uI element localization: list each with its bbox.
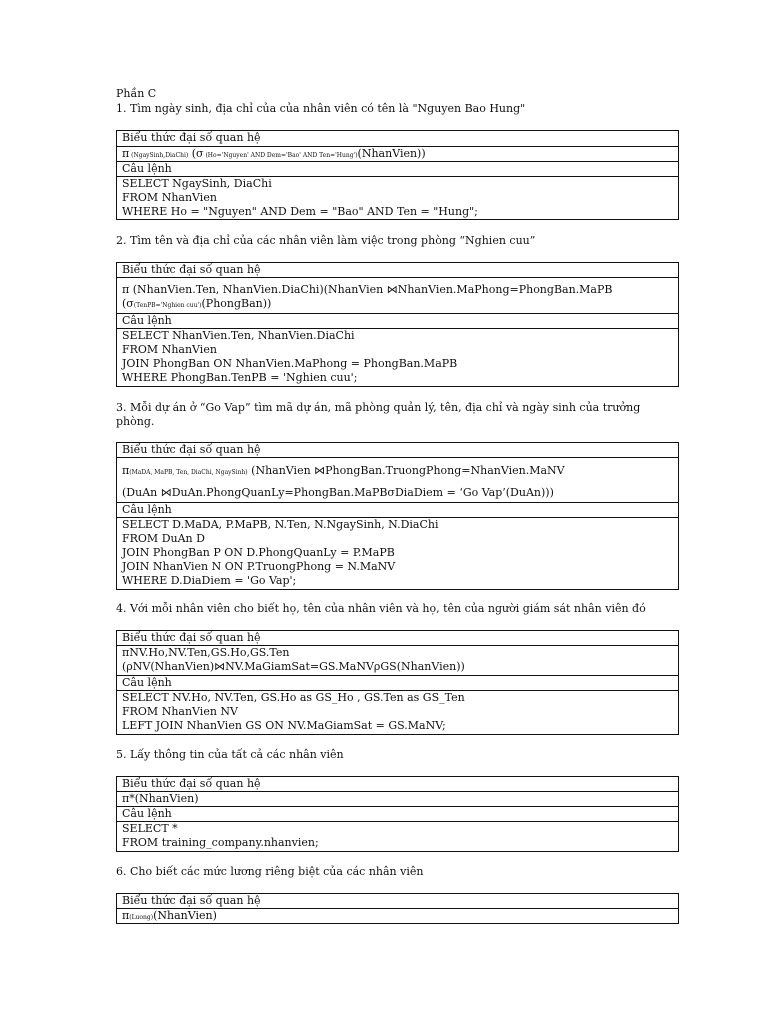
sql-line: JOIN PhongBan ON NhanVien.MaPhong = PhongBan.MaPB	[122, 357, 458, 370]
expr-label-row	[117, 777, 678, 792]
sql-line: SELECT NhanVien.Ten, NhanVien.DiaChi	[122, 329, 355, 342]
sql-label: Câu lệnh	[122, 162, 172, 175]
expr-label-row	[117, 443, 678, 458]
relational-expression: π(MaDA, MaPB, Ten, DiaChi, NgaySinh) (NhanVien ⋈PhongBan.TruongPhong=NhanVien.MaNV	[122, 464, 565, 477]
sql-line: FROM DuAn D	[122, 532, 205, 545]
sql-line: SELECT *	[122, 822, 178, 835]
sql-label: Câu lệnh	[122, 807, 172, 820]
relational-expression: π (NgaySinh,DiaChi) (σ (Ho='Nguyen' AND Dem='Bao' AND Ten='Hung')(NhanVien))	[122, 147, 426, 160]
sql-label-row	[117, 676, 678, 691]
question-2-title: 2. Tìm tên và địa chỉ của các nhân viên làm việc trong phòng “Nghien cuu”	[116, 234, 536, 247]
sql-line: SELECT D.MaDA, P.MaPB, N.Ten, N.NgaySinh, N.DiaChi	[122, 518, 439, 531]
section-heading: Phần C	[116, 87, 157, 100]
expr-label-row	[117, 131, 678, 147]
sql-line: FROM training_company.nhanvien;	[122, 836, 319, 849]
question-1-table	[116, 130, 679, 220]
question-6-title: 6. Cho biết các mức lương riêng biệt của các nhân viên	[116, 865, 424, 878]
question-4-title: 4. Với mỗi nhân viên cho biết họ, tên của nhân viên và họ, tên của người giám sát nhân viên đó	[116, 602, 646, 615]
sql-line: JOIN NhanVien N ON P.TruongPhong = N.MaNV	[122, 560, 396, 573]
expr-row	[117, 278, 678, 314]
expr-label: Biểu thức đại số quan hệ	[122, 263, 261, 276]
expr-label-row	[117, 631, 678, 646]
sql-line: SELECT NgaySinh, DiaChi	[122, 177, 272, 190]
sql-row	[117, 177, 678, 220]
sql-line: FROM NhanVien	[122, 343, 217, 356]
question-1-title: 1. Tìm ngày sinh, địa chỉ của của nhân viên có tên là "Nguyen Bao Hung"	[116, 102, 526, 115]
relational-expression-cont: (σ(TenPB='Nghien cuu')(PhongBan))	[122, 297, 272, 310]
expr-row	[117, 909, 678, 924]
sql-line: FROM NhanVien NV	[122, 705, 238, 718]
expr-label: Biểu thức đại số quan hệ	[122, 631, 261, 644]
question-5-title: 5. Lấy thông tin của tất cả các nhân viên	[116, 748, 344, 761]
relational-expression-cont: (ρNV(NhanVien)⋈NV.MaGiamSat=GS.MaNVρGS(NhanVien))	[122, 660, 465, 673]
sql-label-row	[117, 162, 678, 177]
sql-row	[117, 329, 678, 387]
relational-expression: π*(NhanVien)	[122, 792, 199, 805]
sql-line: FROM NhanVien	[122, 191, 217, 204]
sql-label-row	[117, 503, 678, 518]
sql-line: WHERE Ho = "Nguyen" AND Dem = "Bao" AND Ten = "Hung";	[122, 205, 478, 218]
relational-expression-cont: (DuAn ⋈DuAn.PhongQuanLy=PhongBan.MaPBσDiaDiem = ‘Go Vap’(DuAn)))	[122, 486, 554, 499]
sql-line: JOIN PhongBan P ON D.PhongQuanLy = P.MaPB	[122, 546, 395, 559]
relational-expression: πNV.Ho,NV.Ten,GS.Ho,GS.Ten	[122, 646, 290, 659]
sql-label: Câu lệnh	[122, 676, 172, 689]
question-3-table	[116, 442, 679, 590]
question-6-table	[116, 893, 679, 924]
expr-label-row	[117, 894, 678, 909]
sql-row	[117, 822, 678, 852]
question-3-title: 3. Mỗi dự án ở “Go Vap” tìm mã dự án, mã phòng quản lý, tên, địa chỉ và ngày sinh của trưởng phòng.	[116, 401, 641, 428]
expr-row	[117, 458, 678, 503]
sql-line: SELECT NV.Ho, NV.Ten, GS.Ho as GS_Ho , GS.Ten as GS_Ten	[122, 691, 465, 704]
sql-line: LEFT JOIN NhanVien GS ON NV.MaGiamSat = GS.MaNV;	[122, 719, 446, 732]
sql-label-row	[117, 314, 678, 329]
question-5-table	[116, 776, 679, 852]
sql-label-row	[117, 807, 678, 822]
relational-expression: π (NhanVien.Ten, NhanVien.DiaChi)(NhanVien ⋈NhanVien.MaPhong=PhongBan.MaPB	[122, 283, 613, 296]
expr-row	[117, 792, 678, 807]
expr-label: Biểu thức đại số quan hệ	[122, 894, 261, 907]
sql-label: Câu lệnh	[122, 503, 172, 516]
expr-label: Biểu thức đại số quan hệ	[122, 777, 261, 790]
sql-row	[117, 518, 678, 590]
question-2-table	[116, 262, 679, 387]
expr-row	[117, 646, 678, 676]
sql-row	[117, 691, 678, 735]
expr-label: Biểu thức đại số quan hệ	[122, 443, 261, 456]
expr-row	[117, 147, 678, 162]
sql-label: Câu lệnh	[122, 314, 172, 327]
sql-line: WHERE PhongBan.TenPB = 'Nghien cuu';	[122, 371, 358, 384]
sql-line: WHERE D.DiaDiem = 'Go Vap';	[122, 574, 297, 587]
relational-expression: π(Luong)(NhanVien)	[122, 909, 217, 922]
question-4-table	[116, 630, 679, 735]
expr-label: Biểu thức đại số quan hệ	[122, 131, 261, 144]
expr-label-row	[117, 263, 678, 278]
